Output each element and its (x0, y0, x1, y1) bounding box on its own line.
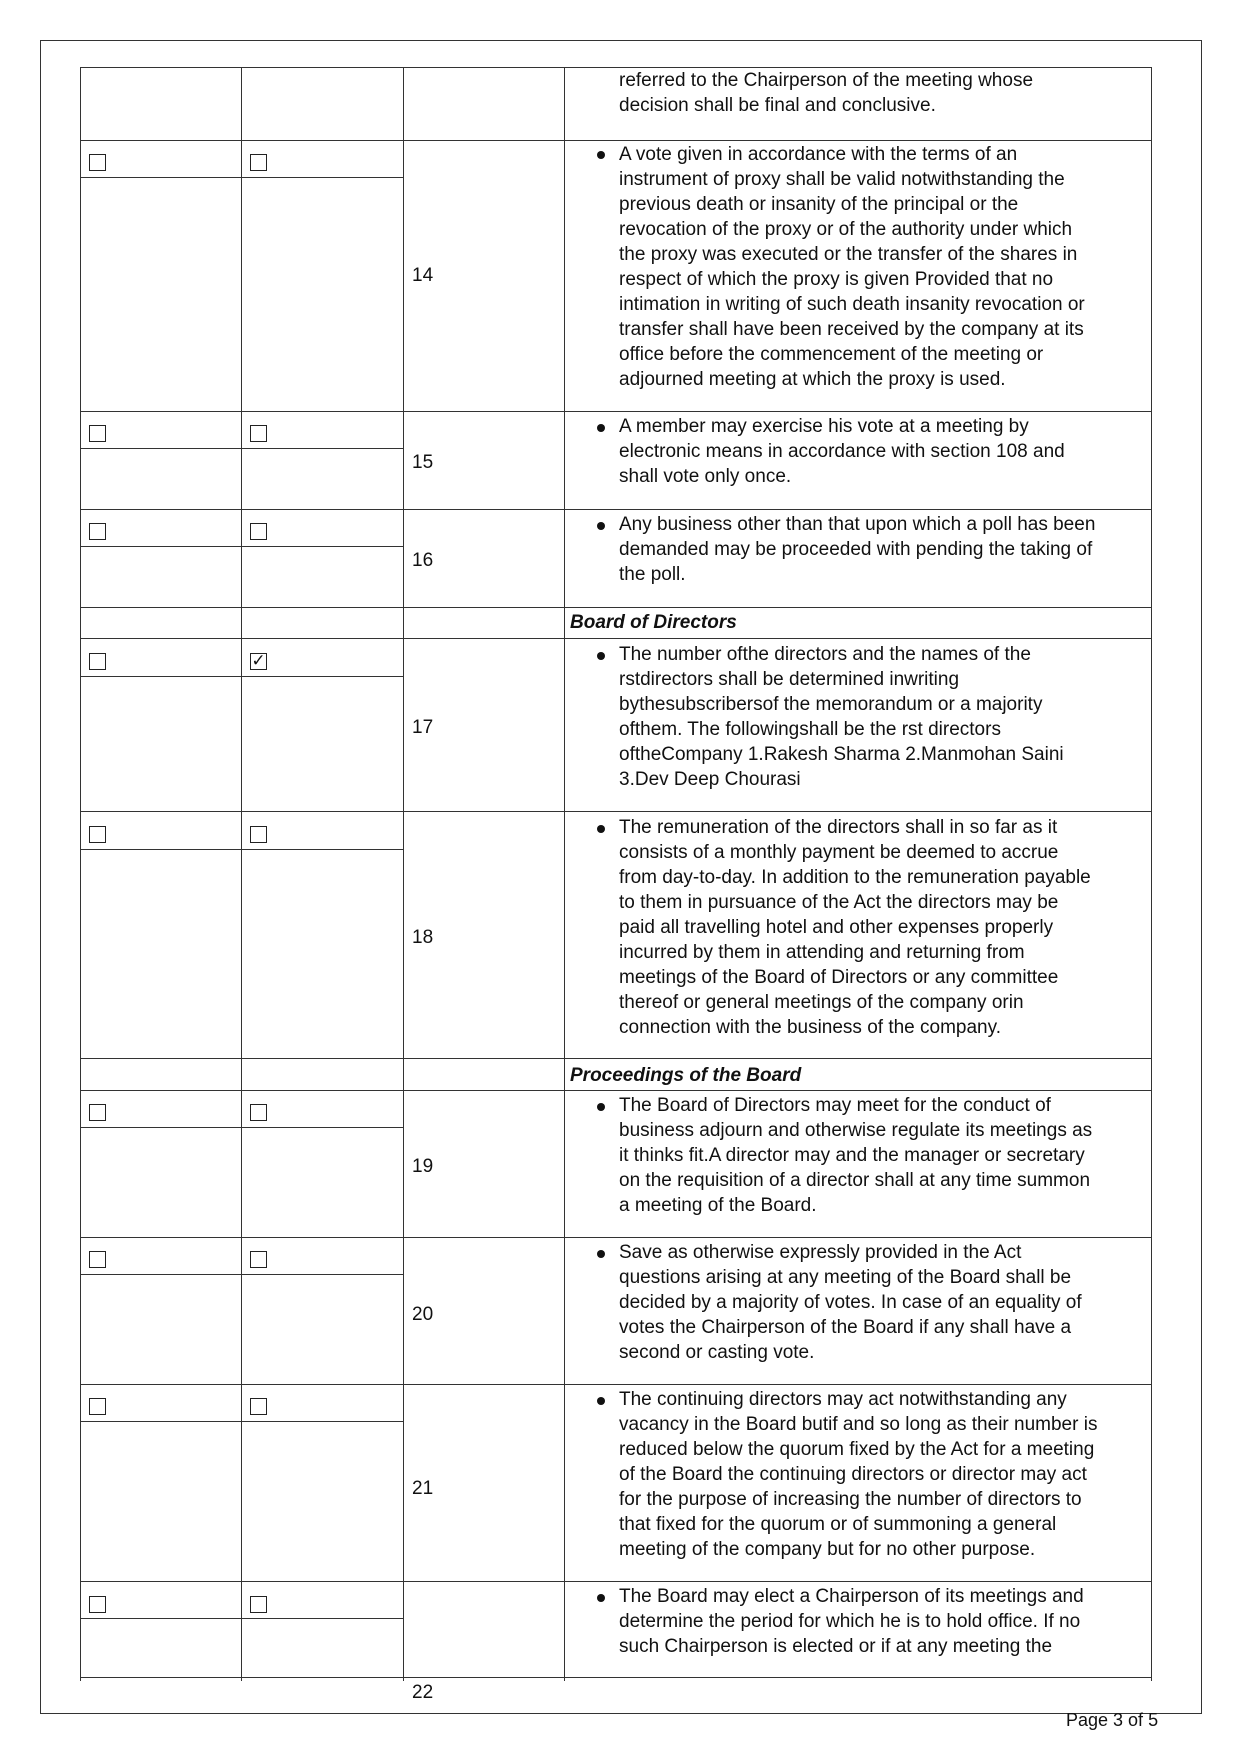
checkbox-col2[interactable] (250, 523, 267, 540)
page-number-label: Page 3 of 5 (1066, 1710, 1159, 1730)
clause-text: The Board of Directors may meet for the conduct of business adjourn and otherwise regulate its meetings as it thinks fit.A director may and the manager or secretary on the requisition of a director shall at any time summon a meeting of the Board. (619, 1095, 1093, 1216)
clause-number: 16 (412, 550, 434, 571)
table-border-left (80, 67, 81, 1681)
checkbox-subrow-border (80, 448, 403, 449)
checkbox-col1[interactable] (89, 826, 106, 843)
row-border (80, 411, 1151, 412)
row-border (80, 1384, 1151, 1385)
clause-number: 21 (412, 1478, 434, 1499)
bullet-icon (597, 825, 605, 833)
checkbox-subrow-border (80, 546, 403, 547)
bullet-icon (597, 1594, 605, 1602)
checkbox-col2[interactable] (250, 1398, 267, 1415)
bullet-icon (597, 151, 605, 159)
row-border (80, 1581, 1151, 1582)
checkbox-subrow-border (80, 1618, 403, 1619)
clause-text: A vote given in accordance with the terms of an instrument of proxy shall be valid notwithstanding the previous death or insanity of the principal or the revocation of the proxy or of the authority under which the proxy was executed or the transfer of the shares in respect of which the proxy is given Provided that no intimation in writing of such death insanity revocation or transfer shall have been received by the company at its office before the commencement of the meeting or adjourned meeting at which the proxy is used. (619, 144, 1085, 390)
table-divider-col3 (564, 67, 565, 1681)
checkbox-col2[interactable] (250, 826, 267, 843)
row-border (80, 811, 1151, 812)
checkbox-col1[interactable] (89, 1596, 106, 1613)
clause-text: The continuing directors may act notwithstanding any vacancy in the Board butif and so long as their number is reduced below the quorum fixed by the Act for a meeting of the Board the continuing directors or director may act for the purpose of increasing the number of directors to that fixed for the quorum or of summoning a general meeting of the company but for no other purpose. (619, 1389, 1098, 1560)
row-border (80, 638, 1151, 639)
clause-text: Any business other than that upon which a poll has been demanded may be proceeded with pending the taking of the poll. (619, 514, 1096, 585)
table-divider-col1 (241, 67, 242, 1681)
row-border (80, 1677, 1151, 1678)
checkbox-col1[interactable] (89, 523, 106, 540)
checkbox-subrow-border (80, 1421, 403, 1422)
checkbox-col1[interactable] (89, 653, 106, 670)
row-border (80, 1090, 1151, 1091)
checkbox-col1[interactable] (89, 1398, 106, 1415)
bullet-icon (597, 1103, 605, 1111)
clause-number: 19 (412, 1156, 434, 1177)
checkbox-col2-checked[interactable]: ✓ (251, 651, 266, 671)
checkbox-col1[interactable] (89, 1104, 106, 1121)
clause-text: The number ofthe directors and the names of the rstdirectors shall be determined inwriting bythesubscribersof the memorandum or a majority ofthem. The followingshall be the rst directors oftheCompany 1.Rakesh Sharma 2.Manmohan Saini 3.Dev Deep Chourasi (619, 644, 1064, 790)
bullet-icon (597, 522, 605, 530)
checkbox-col2[interactable] (250, 1596, 267, 1613)
clause-number: 15 (412, 452, 434, 473)
checkbox-col2[interactable] (250, 1251, 267, 1268)
clause-text: The Board may elect a Chairperson of its meetings and determine the period for which he is to hold office. If no such Chairperson is elected or if at any meeting the (619, 1586, 1084, 1657)
bullet-icon (597, 1250, 605, 1258)
row-border (80, 1237, 1151, 1238)
bullet-icon (597, 1397, 605, 1405)
checkbox-col1[interactable] (89, 154, 106, 171)
section-heading: Proceedings of the Board (570, 1065, 802, 1086)
checkbox-col1[interactable] (89, 425, 106, 442)
clause-text: The remuneration of the directors shall in so far as it consists of a monthly payment be deemed to accrue from day-to-day. In addition to the remuneration payable to them in pursuance of the Act the directors may be paid all travelling hotel and other expenses properly incurred by them in attending and returning from meetings of the Board of Directors or any committee thereof or general meetings of the company orin connection with the business of the company. (619, 817, 1091, 1038)
bullet-icon (597, 652, 605, 660)
clause-number: 20 (412, 1304, 434, 1325)
row-border (80, 607, 1151, 608)
table-divider-col2 (403, 67, 404, 1681)
checkbox-subrow-border (80, 849, 403, 850)
section-heading: Board of Directors (570, 612, 737, 633)
checkbox-subrow-border (80, 676, 403, 677)
clause-number: 17 (412, 717, 434, 738)
clause-number: 14 (412, 265, 434, 286)
clause-text: Save as otherwise expressly provided in the Act questions arising at any meeting of the Board shall be decided by a majority of votes. In case of an equality of votes the Chairperson of the Board if any shall have a second or casting vote. (619, 1242, 1082, 1363)
checkbox-col2[interactable] (250, 1104, 267, 1121)
row-border (80, 140, 1151, 141)
clause-text: referred to the Chairperson of the meeting whose decision shall be final and conclusive. (619, 70, 1034, 116)
row-border (80, 509, 1151, 510)
row-border (80, 1058, 1151, 1059)
checkbox-col2[interactable] (250, 425, 267, 442)
checkbox-subrow-border (80, 1274, 403, 1275)
bullet-icon (597, 424, 605, 432)
clause-number: 18 (412, 927, 434, 948)
checkbox-subrow-border (80, 177, 403, 178)
checkbox-col2[interactable] (250, 154, 267, 171)
clause-text: A member may exercise his vote at a meeting by electronic means in accordance with section 108 and shall vote only once. (619, 416, 1065, 487)
checkbox-subrow-border (80, 1127, 403, 1128)
checkbox-col1[interactable] (89, 1251, 106, 1268)
clause-number: 22 (412, 1682, 434, 1703)
